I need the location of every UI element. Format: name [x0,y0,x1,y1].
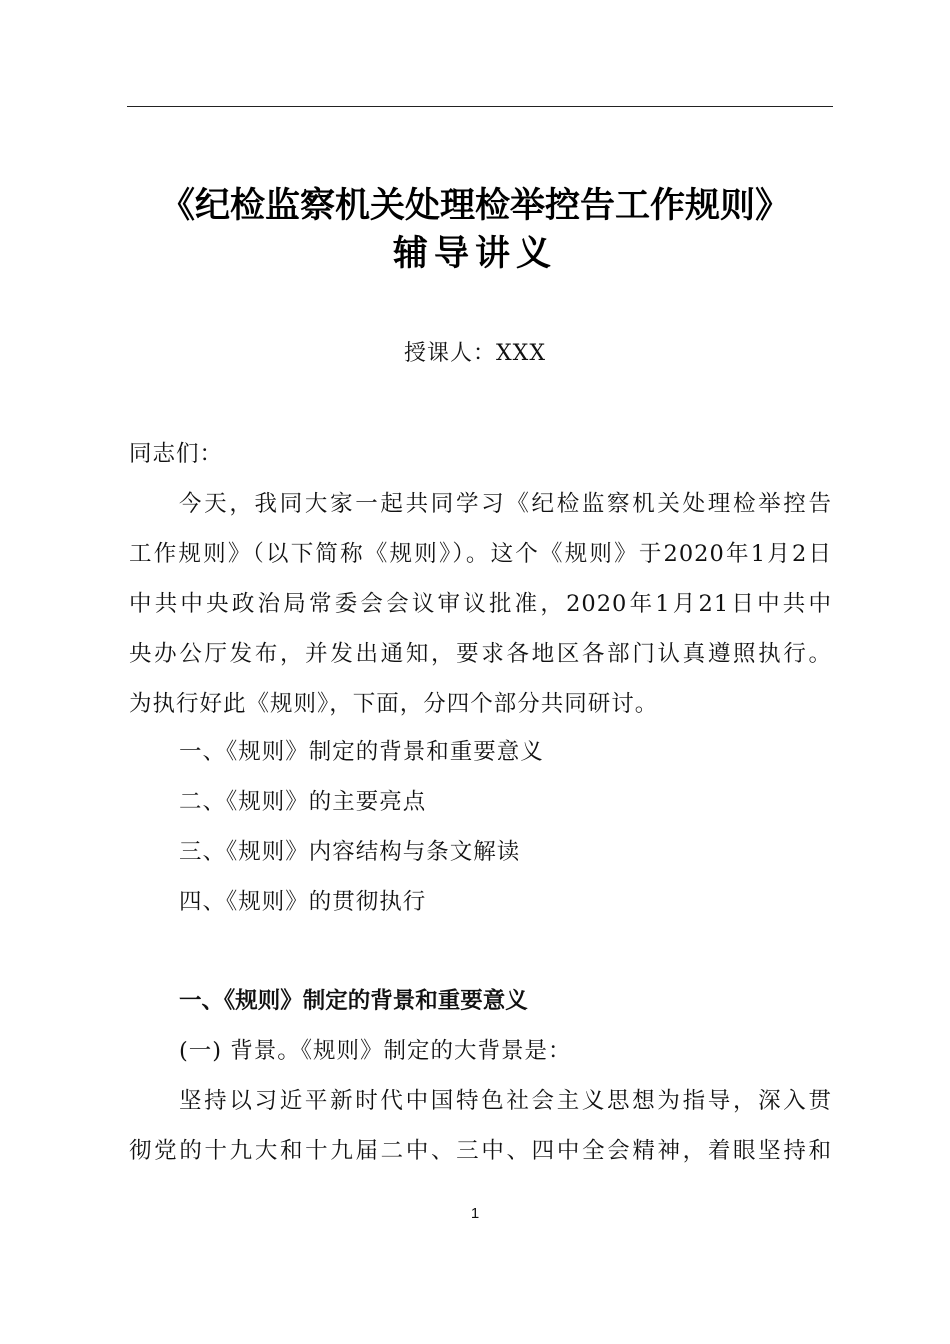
intro-line: 为执行好此《规则》，下面，分四个部分共同研讨。 [129,691,659,717]
body-line: 坚持以习近平新时代中国特色社会主义思想为指导，深入贯 [179,1088,832,1114]
section-heading: 一、《规则》制定的背景和重要意义 [179,988,528,1014]
subsection-line: (一) 背景。《规则》制定的大背景是： [179,1038,572,1064]
document-title: 《纪检监察机关处理检举控告工作规则》 [159,186,790,226]
outline-item: 三、《规则》内容结构与条文解读 [179,839,521,865]
intro-line: 央办公厅发布，并发出通知，要求各地区各部门认真遵照执行。 [129,641,832,667]
salutation: 同志们： [129,441,224,467]
intro-line: 工作规则》（以下简称《规则》）。这个《规则》于2020年1月2日 [129,541,832,567]
outline-item: 四、《规则》的贯彻执行 [179,889,427,915]
header-rule [127,106,833,107]
document-subtitle: 辅导讲义 [392,234,557,274]
page-number: 1 [470,1205,480,1222]
intro-line: 中共中央政治局常委会会议审议批准，2020年1月21日中共中 [129,591,832,617]
outline-item: 一、《规则》制定的背景和重要意义 [179,739,544,765]
intro-line: 今天，我同大家一起共同学习《纪检监察机关处理检举控告 [179,491,832,517]
lecturer-line: 授课人：XXX [404,341,546,366]
body-line: 彻党的十九大和十九届二中、三中、四中全会精神，着眼坚持和 [129,1138,832,1164]
outline-item: 二、《规则》的主要亮点 [179,789,427,815]
